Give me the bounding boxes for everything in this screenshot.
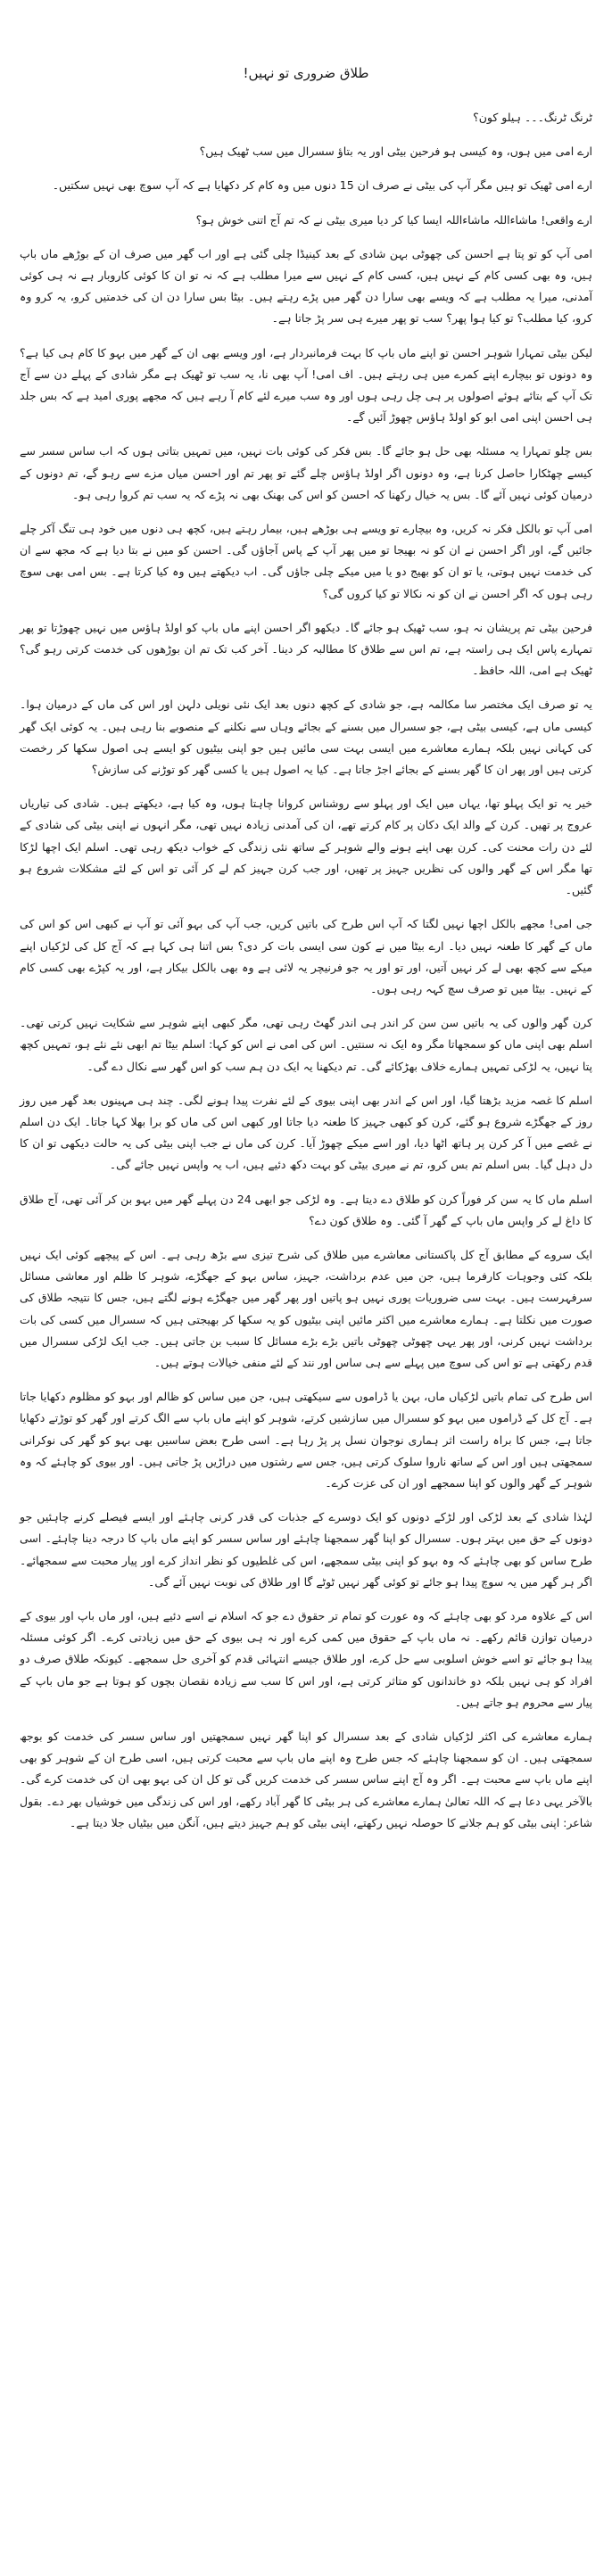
article-paragraph: بس چلو تمہارا یہ مسئلہ بھی حل ہو جائے گا۔ بس فکر کی کوئی بات نہیں، میں تمہیں بتاتی ہوں کہ اب ساس سسر سے کیسے چھٹکارا حاصل کرنا ہے، وہ دونوں اگر اولڈ ہاؤس چلے گئے تو پھر تم اور احسن میاں مزے سے رہو گے، تم دونوں کے درمیان کوئی نہیں آئے گا۔ بس یہ خیال رکھنا کہ احسن کو اس کی بھنک بھی نہ پڑے کہ یہ سب تم کروا رہی ہو۔	[20, 444, 592, 501]
article-paragraph: ارے امی ٹھیک تو ہیں مگر آپ کی بیٹی نے صرف ان 15 دنوں میں وہ کام کر دکھایا ہے کہ آپ سوچ بھی نہیں سکتیں۔	[52, 178, 592, 193]
article-paragraph: ارے امی میں ہوں، وہ کیسی ہو فرحین بیٹی اور یہ بتاؤ سسرال میں سب ٹھیک ہیں؟	[199, 144, 592, 159]
article-paragraph: خیر یہ تو ایک پہلو تھا، یہاں میں ایک اور پہلو سے روشناس کروانا چاہتا ہوں، وہ کیا ہے، دیکھتے ہیں۔ شادی کی تیاریاں عروج پر تھیں۔ کرن کے والد ایک دکان پر کام کرتے تھے، ان کی آمدنی زیادہ نہیں تھی، مگر انہوں نے اپنی بیٹی کی شادی کے لئے دن رات محنت کی۔ کرن بھی اپنے ہونے والے شوہر کے ساتھ نئی زندگی کے خواب دیکھ رہی تھی۔ اسلم ایک اچھا لڑکا تھا مگر اس کے گھر والوں کی نظریں جہیز پر تھیں، اور جب کرن جہیز کم لے کر آئی تو اس کے لئے مشکلات شروع ہو گئیں۔	[20, 797, 592, 897]
article-paragraph: لہٰذا شادی کے بعد لڑکی اور لڑکے دونوں کو ایک دوسرے کے جذبات کی قدر کرنی چاہئے اور ایسے فیصلے کرنے چاہئیں جو دونوں کے حق میں بہتر ہوں۔ سسرال کو اپنا گھر سمجھنا چاہئے اور ساس سسر کو اپنے ماں باپ کا درجہ دینا چاہئے۔ اسی طرح ساس کو بھی چاہئے کہ وہ بہو کو اپنی بیٹی سمجھے، اس کی غلطیوں کو نظر انداز کرے اور پیار محبت سے سمجھائے۔ اگر ہر گھر میں یہ سوچ پیدا ہو جائے تو کوئی گھر نہیں ٹوٹے گا اور طلاق کی نوبت نہیں آئے گی۔	[20, 1510, 592, 1589]
article-paragraph: فرحین بیٹی تم پریشان نہ ہو، سب ٹھیک ہو جائے گا۔ دیکھو اگر احسن اپنے ماں باپ کو اولڈ ہاؤس میں نہیں چھوڑتا تو پھر تمہارے پاس ایک ہی راستہ ہے، تم اس سے طلاق کا مطالبہ کر دینا۔ آخر کب تک تم ان بوڑھوں کی خدمت کرتی رہو گی؟ ٹھیک ہے امی، اللہ حافظ۔	[20, 620, 592, 678]
article-body	[20, 107, 592, 1834]
article-paragraph: ہمارے معاشرے کی اکثر لڑکیاں شادی کے بعد سسرال کو اپنا گھر نہیں سمجھتیں اور ساس سسر کی خدمت کو بوجھ سمجھتی ہیں۔ ان کو سمجھنا چاہئے کہ جس طرح وہ اپنے ماں باپ سے محبت کرتی ہیں، اسی طرح ان کے شوہر کو بھی اپنے ماں باپ سے محبت ہے۔ اگر وہ آج اپنے ساس سسر کی خدمت کریں گی تو کل ان کی بہو بھی ان کی خدمت کرے گی۔ بالآخر یہی دعا ہے کہ اللہ تعالیٰ ہمارے معاشرے کی ہر بیٹی کا گھر آباد رکھے، اور اس کی زندگی میں خوشیاں بھر دے۔ بقول شاعر: اپنی بیٹی کو ہم جلانے کا حوصلہ نہیں رکھتے، اپنی بیٹی کو ہم جہیز دیتے ہیں، آنگن میں بیٹیاں جلا دیتا ہے۔	[20, 1730, 592, 1829]
article-paragraph: لیکن بیٹی تمہارا شوہر احسن تو اپنے ماں باپ کا بہت فرمانبردار ہے، اور ویسے بھی ان کے گھر میں بہو کا کام ہی کیا ہے؟ وہ دونوں تو بیچارے اپنے کمرے میں ہی رہتے ہیں۔ اف امی! آپ بھی نا، یہ سب تو ٹھیک ہے مگر شادی کے پہلے دن سے آج تک آپ کے بتائے ہوئے اصولوں پر ہی چل رہی ہوں اور وہ سب میرے لئے کام آ رہے ہیں کہ مجھے پوری امید ہے کہ بس جلد ہی احسن اپنی امی ابو کو اولڈ ہاؤس چھوڑ آئیں گے۔	[20, 345, 592, 425]
article-paragraph: ٹرنگ ٹرنگ۔۔۔ ہیلو کون؟	[473, 111, 592, 124]
article-paragraph: یہ تو صرف ایک مختصر سا مکالمہ ہے، جو شادی کے کچھ دنوں بعد ایک نئی نویلی دلہن اور اس کی ماں کے درمیان ہوا۔ کیسی ماں ہے، کیسی بیٹی ہے، جو سسرال میں بسنے کے بجائے وہاں سے نکلنے کے منصوبے بنا رہی ہیں۔ یہ کوئی ایک گھر کی کہانی نہیں بلکہ ہمارے معاشرے میں ایسی بہت سی مائیں ہیں جو اپنی بیٹیوں کو ایسے ہی اصول سکھا کر رخصت کرتی ہیں اور پھر ان کا گھر بسنے کے بجائے اجڑ جاتا ہے۔ کیا یہ اصول ہیں یا کسی گھر کو توڑنے کی سازش؟	[20, 698, 592, 777]
article-paragraph: اس کے علاوہ مرد کو بھی چاہئے کہ وہ عورت کو تمام تر حقوق دے جو کہ اسلام نے اسے دئیے ہیں، اور ماں باپ اور بیوی کے درمیان توازن قائم رکھے۔ نہ ماں باپ کے حقوق میں کمی کرے اور نہ ہی بیوی کے حق میں زیادتی کرے۔ اگر کوئی مسئلہ پیدا ہو جائے تو اسے خوش اسلوبی سے حل کرے، اور طلاق جیسے انتہائی قدم کو آخری حل سمجھے۔ کیونکہ طلاق صرف دو افراد کو ہی نہیں بلکہ دو خاندانوں کو متاثر کرتی ہے، اور اس کا سب سے زیادہ نقصان بچوں کو ہوتا ہے جو ماں باپ کے پیار سے محروم ہو جاتے ہیں۔	[20, 1608, 592, 1709]
article-paragraph: اس طرح کی تمام باتیں لڑکیاں ماں، بہن یا ڈراموں سے سیکھتی ہیں، جن میں ساس کو ظالم اور بہو کو مظلوم دکھایا جاتا ہے۔ آج کل کے ڈراموں میں بہو کو سسرال میں سازشیں کرتے، شوہر کو اپنے ماں باپ سے الگ کرتے اور گھر کو توڑتے دکھایا جاتا ہے، جس کا براہ راست اثر ہماری نوجوان نسل پر پڑ رہا ہے۔ اسی طرح بعض ساسیں بھی بہو کو گھر کی نوکرانی سمجھتی ہیں اور اس کے ساتھ ناروا سلوک کرتی ہیں، جس سے رشتوں میں دراڑیں پڑ جاتی ہیں۔ اور بیوی کو چاہئے کہ وہ شوہر کے گھر والوں کو اپنا سمجھے اور ان کی عزت کرے۔	[20, 1390, 592, 1490]
article-paragraph: ایک سروے کے مطابق آج کل پاکستانی معاشرے میں طلاق کی شرح تیزی سے بڑھ رہی ہے۔ اس کے پیچھے کوئی ایک نہیں بلکہ کئی وجوہات کارفرما ہیں، جن میں عدم برداشت، جہیز، ساس بہو کے جھگڑے، شوہر کا ظلم اور معاشی مسائل سرفہرست ہیں۔ بہت سی ضروریات پوری نہیں ہو پاتیں اور پھر گھر میں جھگڑے ہونے لگتے ہیں، جس کا نتیجہ طلاق کی صورت میں نکلتا ہے۔ ہمارے معاشرے میں اکثر مائیں اپنی بیٹیوں کو یہ سکھا کر بھیجتی ہیں کہ سسرال میں کسی کی بات برداشت نہیں کرنی، اور پھر یہی چھوٹی چھوٹی باتیں بڑے بڑے مسائل کا سبب بن جاتی ہیں۔ جب ایک لڑکی سسرال میں قدم رکھتی ہے تو اس کی سوچ میں پہلے سے ہی ساس اور نند کے لئے منفی خیالات ہوتے ہیں۔	[20, 1247, 592, 1369]
article-paragraph: ارے واقعی! ماشاءاللہ ماشاءاللہ ایسا کیا کر دیا میری بیٹی نے کہ تم آج اتنی خوش ہو؟	[195, 212, 592, 227]
article-title: طلاق ضروری تو نہیں!	[243, 65, 369, 81]
article-paragraph: اسلم کا غصہ مزید بڑھتا گیا، اور اس کے اندر بھی اپنی بیوی کے لئے نفرت پیدا ہونے لگی۔ چند ہی مہینوں بعد گھر میں روز روز کے جھگڑے شروع ہو گئے، کرن کو کبھی جہیز کا طعنہ دیا جاتا اور کبھی اس کی ماں کو برا بھلا کہا جاتا۔ ایک دن اسلم نے غصے میں آ کر کرن پر ہاتھ اٹھا دیا، اور اسے میکے چھوڑ آیا۔ کرن کی ماں نے جب اپنی بیٹی کی یہ حالت دیکھی تو ان کا دل دہل گیا۔ بس اسلم تم بس کرو، تم نے میری بیٹی کو بہت دکھ دئیے ہیں، اب یہ واپس نہیں جائے گی۔	[20, 1093, 592, 1172]
article-paragraph: امی آپ تو بالکل فکر نہ کریں، وہ بیچارے تو ویسے ہی بوڑھے ہیں، بیمار رہتے ہیں، کچھ ہی دنوں میں خود ہی تنگ آکر چلے جائیں گے، اور اگر احسن نے ان کو نہ بھیجا تو میں پھر آپ کے پاس آجاؤں گی۔ احسن کو میں نے بتا دیا ہے کہ مجھ سے ان کی خدمت نہیں ہوتی، یا تو ان کو بھیج دو یا میں میکے چلی جاؤں گی۔ اب دیکھتے ہیں وہ کیا کرتا ہے۔ بس امی بھی سوچ رہی ہوں کہ اگر احسن نے ان کو نہ نکالا تو کیا کروں گی؟	[20, 522, 592, 600]
article-paragraph: جی امی! مجھے بالکل اچھا نہیں لگتا کہ آپ اس طرح کی باتیں کریں، جب آپ کی بہو آئی تو آپ نے کبھی اس کو اس کی ماں کے گھر کا طعنہ نہیں دیا۔ ارے بیٹا میں نے کون سی ایسی بات کر دی؟ بس اتنا ہی کہا ہے کہ آج کل کی لڑکیاں اپنے میکے سے کچھ بھی لے کر نہیں آتیں، اور تو اور یہ جو فرنیچر یہ لائی ہے وہ بھی بالکل بیکار ہے، اور یہ کپڑے بھی کسی کام کے نہیں۔ بیٹا میں تو صرف سچ کہہ رہی ہوں۔	[20, 917, 592, 995]
article-paragraph: کرن گھر والوں کی یہ باتیں سن سن کر اندر ہی اندر گھٹ رہی تھی، مگر کبھی اپنے شوہر سے شکایت نہیں کرتی تھی۔ اسلم بھی اپنی ماں کو سمجھاتا مگر وہ ایک نہ سنتیں۔ اس کی امی نے اس کو کہا: اسلم بیٹا تم ابھی نئے نئے ہو، تمہیں کچھ پتا نہیں، یہ لڑکی تمہیں ہمارے خلاف بھڑکائے گی۔ تم دیکھنا یہ ایک دن ہم سب کو اس گھر سے نکال دے گی۔	[20, 1016, 592, 1073]
article-paragraph: امی آپ کو تو پتا ہے احسن کی چھوٹی بہن شادی کے بعد کینیڈا چلی گئی ہے اور اب گھر میں صرف ان کے بوڑھے ماں باپ ہیں، وہ بھی کسی کام کے نہیں ہیں، کسی کام کے نہیں سے میرا مطلب ہے کہ نہ تو ان کا کوئی کاروبار ہے نہ ہی کوئی آمدنی، میرا یہ مطلب ہے کہ ویسے بھی سارا دن گھر میں پڑے رہتے ہیں۔ بیٹا بس سارا دن ان کی خدمتیں کرو، یہ کرو وہ کرو، کیا مطلب؟ تو کیا ہوا پھر؟ سب تو پھر میرے ہی سر پڑ جاتا ہے۔	[20, 246, 592, 326]
article-paragraph: اسلم ماں کا یہ سن کر فوراً کرن کو طلاق دے دیتا ہے۔ وہ لڑکی جو ابھی 24 دن پہلے گھر میں بہو بن کر آئی تھی، آج طلاق کا داغ لے کر واپس ماں باپ کے گھر آ گئی۔ وہ طلاق کون دے؟	[20, 1192, 592, 1227]
